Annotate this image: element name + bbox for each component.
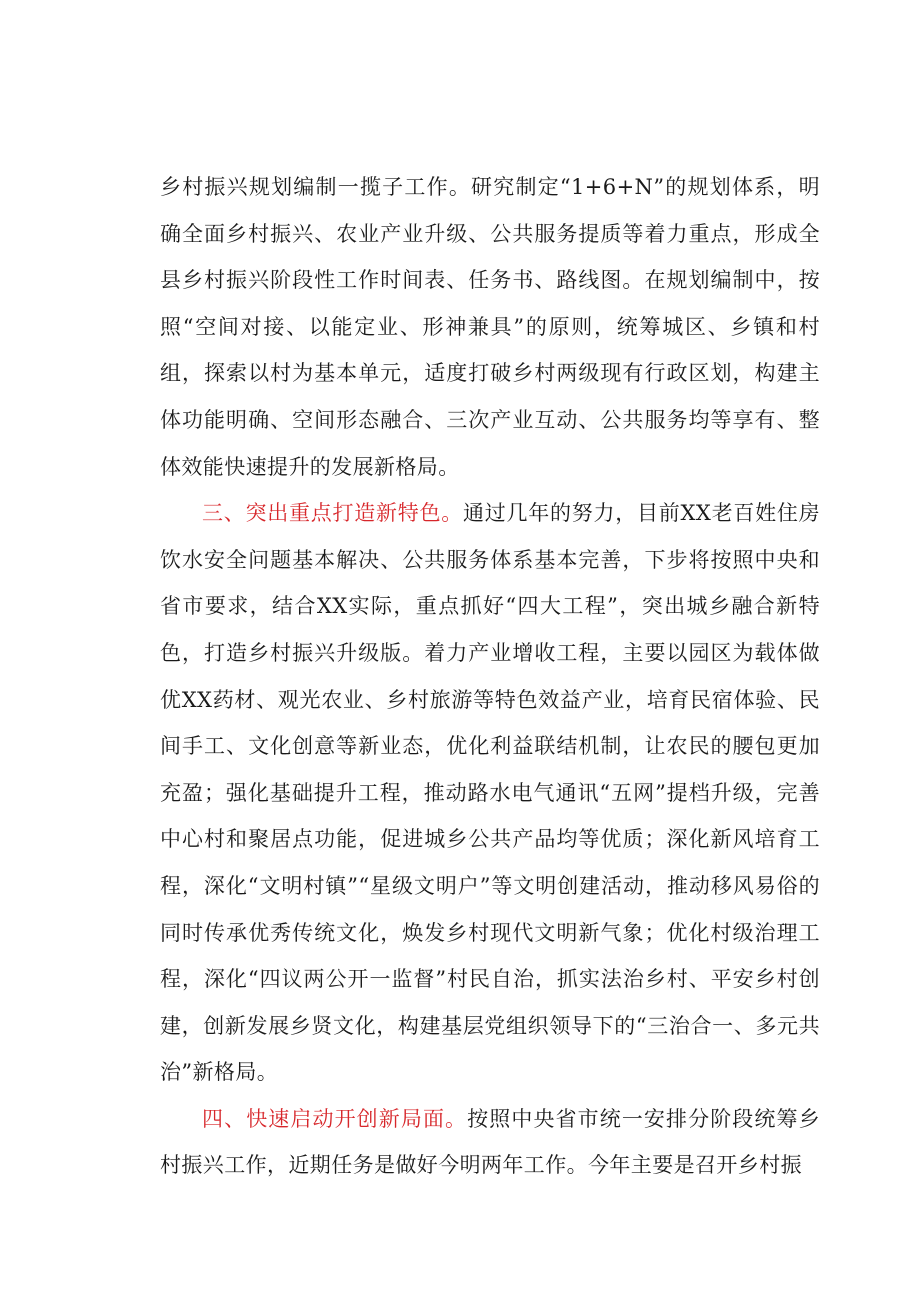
section-heading: 三、突出重点打造新特色。 — [202, 501, 464, 526]
paragraph-text: 按照中央省市统一安排分阶段统筹乡村振兴工作，近期任务是做好今明两年工作。今年主要是召开乡村振 — [160, 1106, 820, 1178]
paragraph-section-four — [160, 1096, 820, 1189]
paragraph-section-three — [160, 490, 820, 1096]
paragraph-text: 通过几年的努力，目前XX老百姓住房饮水安全问题基本解决、公共服务体系基本完善，下步将按照中央和省市要求，结合XX实际，重点抓好“四大工程”，突出城乡融合新特色，打造乡村振兴升级版。着力产业增收工程，主要以园区为载体做优XX药材、观光农业、乡村旅游等特色效益产业，培育民宿体验、民间手工、文化创意等新业态，优化利益联结机制，让农民的腰包更加充盈；强化基础提升工程，推动路水电气通讯“五网”提档升级，完善中心村和聚居点功能，促进城乡公共产品均等优质；深化新风培育工程，深化“文明村镇”“星级文明户”等文明创建活动，推动移风易俗的同时传承优秀传统文化，焕发乡村现代文明新气象；优化村级治理工程，深化“四议两公开一监督”村民自治，抓实法治乡村、平安乡村创建，创新发展乡贤文化，构建基层党组织领导下的“三治合一、多元共治”新格局。 — [160, 501, 820, 1085]
paragraph-continued — [160, 164, 820, 490]
paragraph-text: 乡村振兴规划编制一揽子工作。研究制定“1+6+N”的规划体系，明确全面乡村振兴、农业产业升级、公共服务提质等着力重点，形成全县乡村振兴阶段性工作时间表、任务书、路线图。在规划编制中，按照“空间对接、以能定业、形神兼具”的原则，统筹城区、乡镇和村组，探索以村为基本单元，适度打破乡村两级现有行政区划，构建主体功能明确、空间形态融合、三次产业互动、公共服务均等享有、整体效能快速提升的发展新格局。 — [160, 175, 820, 479]
document-body — [160, 164, 820, 1189]
section-heading: 四、快速启动开创新局面。 — [202, 1106, 468, 1131]
